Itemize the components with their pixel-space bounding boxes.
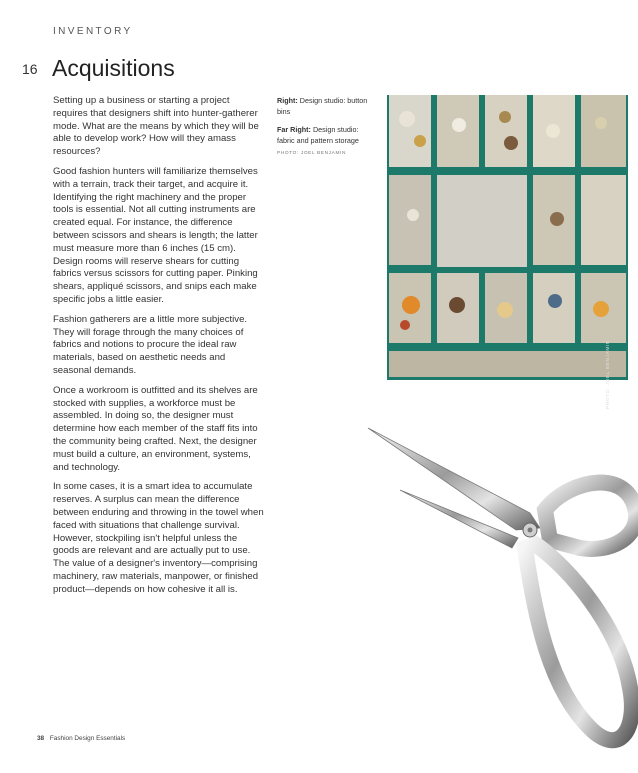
photo-credit: PHOTO: JOEL BENJAMIN xyxy=(277,151,347,156)
page-number: 38 xyxy=(37,735,45,742)
section-title: Acquisitions xyxy=(52,55,175,81)
body-paragraph: Fashion gatherers are a little more subjective. They will forage through the many choices of fabrics and notions to procure the ideal raw materials, based on aesthetic needs and seasonal demands. xyxy=(53,313,248,376)
caption-far-right xyxy=(277,124,377,159)
section-number: 16 xyxy=(22,61,38,77)
body-paragraph: Setting up a business or starting a project requires that designers shift into hunter-gatherer mode. What are the means by which they will be able to develop work? How will they amass resources? xyxy=(53,95,259,158)
photo-credit-vertical: PHOTO: JOEL BENJAMIN xyxy=(606,340,611,410)
photo-captions xyxy=(277,95,377,166)
caption-lead: Far Right: xyxy=(277,125,311,134)
caption-lead: Right: xyxy=(277,96,298,105)
body-paragraph: Once a workroom is outfitted and its shelves are stocked with supplies, a workforce must be assembled. In doing so, the designer must determine how each member of the staff fits into the community being crafted. Next, the designer must build a culture, an environment, systems, and technology. xyxy=(53,384,258,473)
scissors-illustration xyxy=(340,398,638,768)
button-bins-illustration xyxy=(387,95,628,380)
book-title: Fashion Design Essentials xyxy=(49,735,126,742)
body-paragraph: Good fashion hunters will familiarize themselves with a terrain, track their target, and acquire it. Identifying the right machinery and the proper tools is essential. Not all cutting instruments are created equal. For instance, the difference between scissors and shears is length; the latter must measure more than 6 inches (15 cm). Design rooms will reserve shears for cutting fabrics versus scissors for cutting paper. Pinking shears, appliqué scissors, and snips each make specific jobs a little easier. xyxy=(53,165,258,305)
running-head: INVENTORY xyxy=(53,26,133,37)
caption-text: Design studio: button bins xyxy=(277,96,368,116)
body-text xyxy=(53,95,265,603)
button-bins-photo xyxy=(387,95,628,380)
folio xyxy=(37,735,125,742)
caption-text: Design studio: fabric and pattern storage xyxy=(277,125,359,145)
scissors-photo xyxy=(340,398,638,768)
body-paragraph: In some cases, it is a smart idea to accumulate reserves. A surplus can mean the difference between enduring and throwing in the towel when faced with situations that challenge survival. However, stockpiling isn't helpful unless the goods are relevant and are actually put to use. The value of a designer's inventory—comprising machinery, raw materials, manpower, or finished product—depends on how cohesive it all is. xyxy=(53,481,264,595)
caption-right xyxy=(277,95,377,117)
